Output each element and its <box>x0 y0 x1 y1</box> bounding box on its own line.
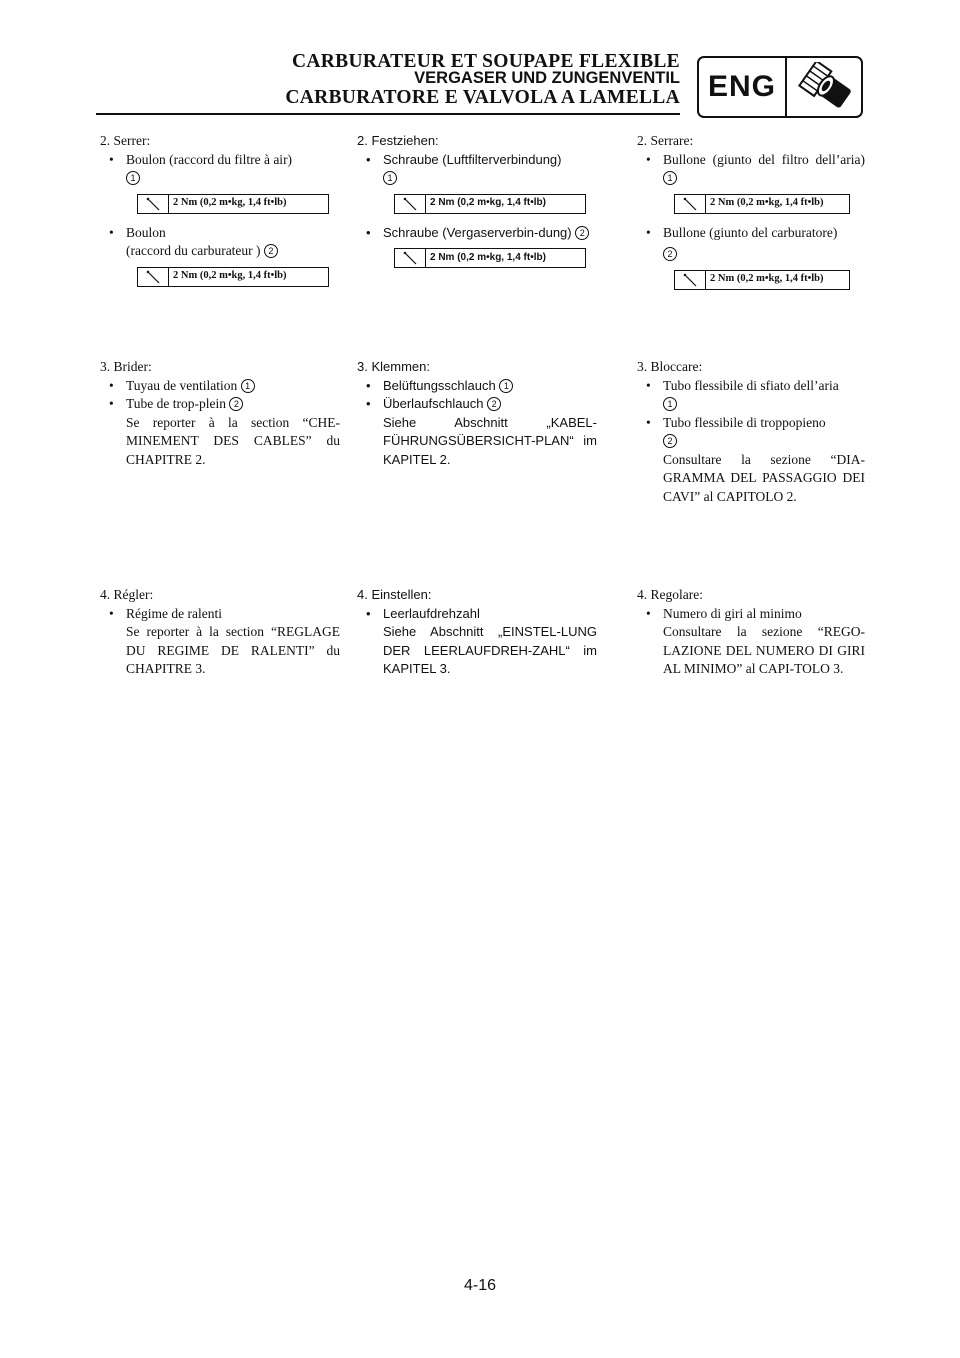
reference-note: Se reporter à la section “REGLAGE DU REGIME DE RALENTI” du CHAPITRE 3. <box>126 624 340 676</box>
badge-label: ENG <box>699 58 787 116</box>
callout-2: 2 <box>487 397 501 411</box>
torque-spec <box>137 267 329 287</box>
torque-wrench-icon <box>675 271 706 289</box>
bullet-item: • Leerlaufdrehzahl <box>366 605 480 621</box>
callout-1: 1 <box>663 171 677 185</box>
bullet-item: • Überlaufschlauch 2 <box>357 395 597 414</box>
step-label: 2. Serrare: <box>637 133 694 148</box>
bullet-item: • Boulon <box>109 224 166 240</box>
page-number: 4-16 <box>463 1277 497 1294</box>
bullet-item: • Schraube (Luftfilterverbindung) <box>366 151 562 167</box>
de-step-4 <box>357 586 597 679</box>
bullet-item: • Belüftungsschlauch 1 <box>357 377 597 396</box>
bullet-item: • Bullone (giunto del carburatore) <box>646 224 838 240</box>
header-title-fr: CARBURATEUR ET SOUPAPE FLEXIBLE <box>292 51 680 72</box>
torque-value: 2 Nm (0,2 m•kg, 1,4 ft•lb) <box>430 251 546 263</box>
step-label: 4. Einstellen: <box>357 587 432 602</box>
step-label: 2. Festziehen: <box>357 133 439 148</box>
callout-2: 2 <box>264 244 278 258</box>
reference-note: Se reporter à la section “CHE-MINEMENT DES CABLES” du CHAPITRE 2. <box>126 414 340 467</box>
torque-spec <box>394 194 586 214</box>
torque-wrench-icon <box>675 195 706 213</box>
bullet-item: • Numero di giri al minimo <box>646 605 802 621</box>
callout-2: 2 <box>229 397 243 411</box>
fr-step-2: 2. Serrer: • Boulon (raccord du filtre à air) 1 2 Nm (0,2 m•kg, 1,4 ft•lb) • Boulon (raccord du carburateur ) 2 2 Nm (0,2 m•kg, 1,4 ft•lb) <box>100 132 340 297</box>
torque-spec <box>674 194 850 214</box>
step-label: 4. Regolare: <box>637 587 703 602</box>
bullet-item: • Boulon (raccord du filtre à air) <box>109 151 293 167</box>
bullet-item: • Tube de trop-plein 2 <box>100 395 340 414</box>
callout-1: 1 <box>126 171 140 185</box>
torque-value: 2 Nm (0,2 m•kg, 1,4 ft•lb) <box>173 197 287 209</box>
header-title-it: CARBURATORE E VALVOLA A LAMELLA <box>285 87 680 108</box>
fr-step-3 <box>100 358 340 469</box>
reference-note: Consultare la sezione “REGO-LAZIONE DEL NUMERO DI GIRI AL MINIMO” al CAPI-TOLO 3. <box>663 624 865 676</box>
torque-wrench-icon <box>138 268 169 286</box>
it-step-3 <box>637 358 865 506</box>
bullet-item: • Schraube (Vergaserverbin-dung) 2 <box>357 224 597 243</box>
callout-2: 2 <box>663 247 677 261</box>
torque-value: 2 Nm (0,2 m•kg, 1,4 ft•lb) <box>173 270 287 282</box>
bullet-item: • Tuyau de ventilation 1 <box>100 377 340 396</box>
de-step-3 <box>357 358 597 469</box>
de-step-2 <box>357 132 597 278</box>
reference-note: Siehe Abschnitt „EINSTEL-LUNG DER LEERLAUFDREH-ZAHL“ im KAPITEL 3. <box>383 624 597 676</box>
bullet-item: • Régime de ralenti <box>109 605 222 621</box>
it-step-4 <box>637 586 865 679</box>
callout-1: 1 <box>241 379 255 393</box>
step-label: 3. Brider: <box>100 359 152 374</box>
callout-2: 2 <box>663 434 677 448</box>
torque-spec <box>674 270 850 290</box>
torque-value: 2 Nm (0,2 m•kg, 1,4 ft•lb) <box>710 273 824 285</box>
callout-1: 1 <box>663 397 677 411</box>
callout-1: 1 <box>499 379 513 393</box>
bullet-item: • Tubo flessibile di sfiato dell’aria <box>646 377 839 393</box>
callout-2: 2 <box>575 226 589 240</box>
it-step-2 <box>637 132 865 300</box>
header-rule <box>96 113 680 115</box>
fr-step-4 <box>100 586 340 679</box>
header-title-de: VERGASER UND ZUNGENVENTIL <box>414 69 680 87</box>
step-label: 4. Régler: <box>100 587 154 602</box>
callout-1: 1 <box>383 171 397 185</box>
engine-icon <box>787 58 861 116</box>
torque-wrench-icon <box>138 195 169 213</box>
torque-spec <box>137 194 329 214</box>
torque-wrench-icon <box>395 249 426 267</box>
reference-note: Siehe Abschnitt „KABEL-FÜHRUNGSÜBERSICHT-PLAN“ im KAPITEL 2. <box>383 414 597 467</box>
reference-note: Consultare la sezione “DIA-GRAMMA DEL PASSAGGIO DEI CAVI” al CAPITOLO 2. <box>663 451 865 504</box>
bullet-item: • Bullone (giunto del filtro dell’aria) 1 <box>646 151 865 183</box>
step-label: 3. Bloccare: <box>637 359 703 374</box>
engine-section-badge <box>697 56 863 118</box>
torque-spec <box>394 248 586 268</box>
step-label: 3. Klemmen: <box>357 359 430 374</box>
torque-wrench-icon <box>395 195 426 213</box>
bullet-item: • Tubo flessibile di troppopieno <box>646 414 826 430</box>
step-label: 2. Serrer: <box>100 133 151 148</box>
torque-value: 2 Nm (0,2 m•kg, 1,4 ft•lb) <box>710 197 824 209</box>
torque-value: 2 Nm (0,2 m•kg, 1,4 ft•lb) <box>430 197 546 209</box>
